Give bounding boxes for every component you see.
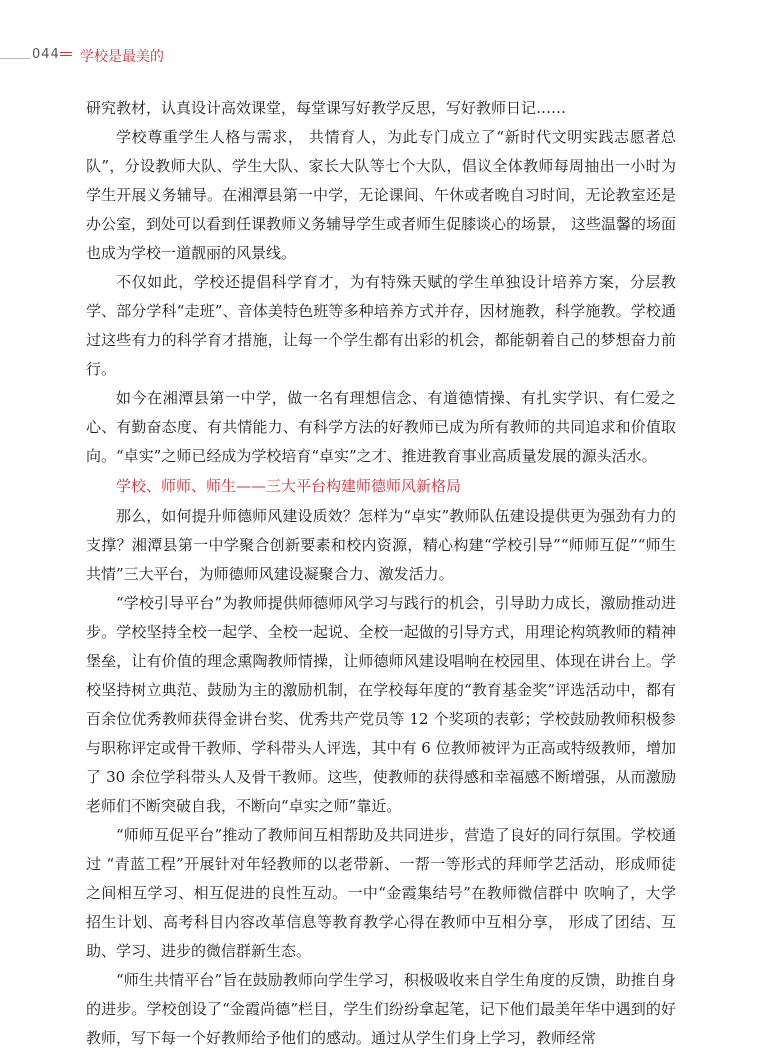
section-heading: 学校、师师、师生——三大平台构建师德师风新格局 bbox=[116, 477, 462, 495]
header-separator-icon bbox=[60, 52, 72, 60]
page-number: 044 bbox=[32, 47, 60, 62]
paragraph: 那么，如何提升师德师风建设质效？怎样为“卓实”教师队伍建设提供更为强劲有力的支撑？湘潭县第一中学聚合创新要素和校内资源，精心构建“学校引导”“师师互促”“师生共情”三大平台，为师德师风建设凝聚合力、激发活力。 bbox=[86, 507, 676, 583]
paragraph: 学校尊重学生人格与需求， 共情育人，为此专门成立了“新时代文明实践志愿者总队”，分设教师大队、学生大队、家长大队等七个大队，倡议全体教师每周抽出一小时为学生开展义务辅导。在湘潭县第一中学，无论课间、午休或者晚自习时间，无论教室还是办公室，到处可以看到任课教师义务辅导学生或者师生促膝谈心的场景， 这些温馨的场面也成为学校一道靓丽的风景线。 bbox=[86, 128, 676, 262]
paragraph: “师生共情平台”旨在鼓励教师向学生学习，积极吸收来自学生角度的反馈，助推自身的进步。学校创设了“金霞尚德”栏目，学生们纷纷拿起笔，记下他们最美年华中遇到的好教师，写下每一个好教师给予他们的感动。通过从学生们身上学习，教师经常 bbox=[86, 971, 676, 1047]
paragraph: “师师互促平台”推动了教师间互相帮助及共同进步，营造了良好的同行氛围。学校通过 “青蓝工程”开展针对年轻教师的以老带新、一帮一等形式的拜师学艺活动，形成师徒之间相互学习、相互促进的良性互动。一中“金霞集结号”在教师微信群中 吹响了，大学招生计划、高考科目内容改革信息等教育教学心得在教师中互相分享， 形成了团结、互助、学习、进步的微信群新生态。 bbox=[86, 826, 676, 960]
running-header bbox=[0, 38, 768, 68]
paragraph: 研究教材，认真设计高效课堂，每堂课写好教学反思，写好教师日记…… bbox=[86, 99, 567, 117]
page-body bbox=[86, 94, 676, 1053]
paragraph: 不仅如此，学校还提倡科学育才，为有特殊天赋的学生单独设计培养方案，分层教学、部分学科“走班”、音体美特色班等多种培养方式并存，因材施教，科学施教。学校通过这些有力的科学育才措施，让每一个学生都有出彩的机会，都能朝着自己的梦想奋力前行。 bbox=[86, 273, 676, 378]
paragraph: “学校引导平台”为教师提供师德师风学习与践行的机会，引导助力成长，激励推动进步。学校坚持全校一起学、全校一起说、全校一起做的引导方式，用理论构筑教师的精神堡垒，让有价值的理念熏陶教师情操，让师德师风建设唱响在校园里、体现在讲台上。学校坚持树立典范、鼓励为主的激励机制，在学校每年度的“教育基金奖”评选活动中，都有百余位优秀教师获得金讲台奖、优秀共产党员等 12 个奖项的表彰；学校鼓励教师积极参与职称评定或骨干教师、学科带头人评选，其中有 6 位教师被评为正高或特级教师，增加了 30 余位学科带头人及骨干教师。这些，使教师的获得感和幸福感不断增强，从而激励老师们不断突破自我，不断向“卓实之师”靠近。 bbox=[86, 594, 676, 815]
paragraph: 如今在湘潭县第一中学，做一名有理想信念、有道德情操、有扎实学识、有仁爱之心、有勤奋态度、有共情能力、有科学方法的好教师已成为所有教师的共同追求和价值取向。“卓实”之师已经成为学校培育“卓实”之才、推进教育事业高质量发展的源头活水。 bbox=[86, 389, 676, 465]
book-title: 学校是最美的 bbox=[80, 49, 164, 65]
header-rule bbox=[0, 58, 30, 59]
